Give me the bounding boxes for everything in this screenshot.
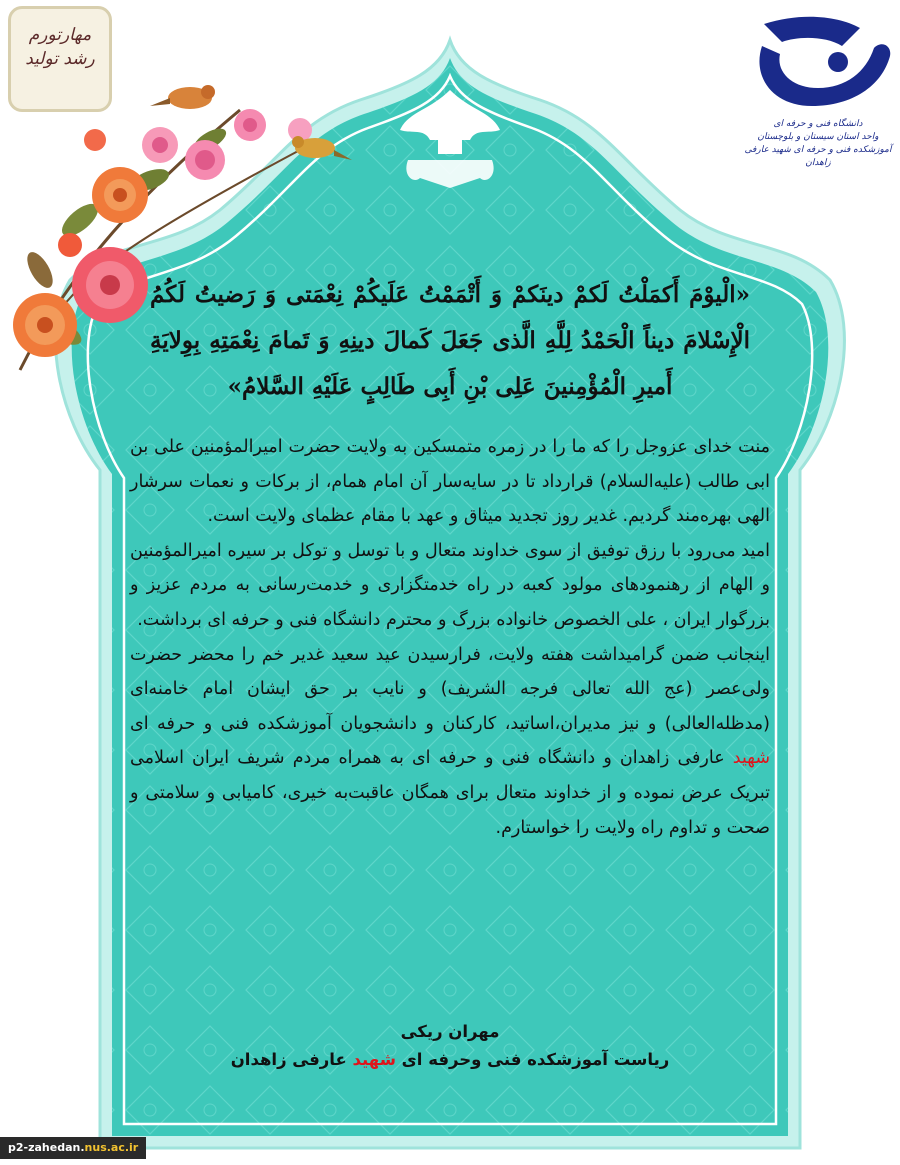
signer-title-b: عارفی زاهدان (230, 1050, 347, 1069)
logo-caption-line-2: واحد استان سیستان و بلوچستان (757, 132, 879, 142)
signer-title-a: ریاست آموزشکده فنی وحرفه ای (401, 1050, 670, 1069)
badge-line-1: مهارتورم (28, 25, 92, 45)
site-url-badge[interactable] (0, 1137, 146, 1159)
badge-line-2: رشد تولید (25, 49, 95, 69)
site-url-prefix: p2-zahedan. (8, 1141, 85, 1154)
signature-block (150, 1018, 750, 1074)
site-url-domain: nus.ac.ir (84, 1141, 139, 1154)
paragraph-2: امید می‌رود با رزق توفیق از سوی خداوند متعال و با توسل و توکل بر سیره امیرالمؤمنین و الهام از رهنمودهای مولود کعبه در راه خدمتگزاری و خدمت‌رسانی به مردم عزیز و بزرگوار ایران ، علی الخصوص خانواده بزرگ و محترم دانشگاه فنی و حرفه ای برداشت. (130, 540, 770, 630)
signer-title (150, 1046, 750, 1074)
hadith-verse: «الْیوْمَ أَکمَلْتُ لَکمْ دینَکمْ وَ أَتْمَمْتُ عَلَیکُمْ نِعْمَتی وَ رَضیتُ لَکُمُ الْإِسْلامَ دیناً الْحَمْدُ لِلَّهِ الَّذی جَعَلَ کَمالَ دینِهِ وَ تَمامَ نِعْمَتِهِ بِوِلایَةِ أَمیرِ الْمُؤْمِنینَ عَلِی بْنِ أَبِی طَالِبٍ عَلَیْهِ السَّلامُ» (150, 281, 750, 400)
paragraph-1: منت خدای عزوجل را که ما را در زمره متمسکین به ولایت حضرت امیرالمؤمنین علی بن ابی طالب (علیه‌السلام) قرارداد تا در سایه‌سار آن امام همام، از برکات و نعمات سرشار الهی بهره‌مند گردیم. غدیر روز تجدید میثاق و عهد با مقام عظمای ولایت است. (130, 437, 770, 527)
paragraph-3-highlight: شهید (732, 748, 770, 769)
campaign-badge (8, 6, 112, 112)
signer-title-highlight: شهید (352, 1050, 396, 1069)
paragraph-3-part-b: عارفی زاهدان و دانشگاه فنی و حرفه ای به همراه مردم شریف ایران اسلامی تبریک عرض نموده و از خداوند متعال برای همگان عاقبت‌به خیری، کامیابی و سلامتی و صحت و تداوم راه ولایت را خواستارم. (130, 748, 770, 838)
signer-name: مهران ریکی (400, 1022, 500, 1041)
message-body (130, 430, 770, 845)
logo-caption-line-3: آموزشکده فنی و حرفه ای شهید عارفی زاهدان (744, 145, 892, 168)
paragraph-3-part-a: اینجانب ضمن گرامیداشت هفته ولایت، فرارسیدن عید سعید غدیر خم را محضر حضرت ولی‌عصر (عج الله تعالی فرجه الشریف) و نایب بر حق ایشان امام خامنه‌ای (مدظله‌العالی) و نیز مدیران،اساتید، کارکنان و دانشجویان آموزشکده فنی و حرفه ای (130, 644, 770, 734)
logo-caption (738, 118, 898, 170)
paragraph-3 (130, 638, 770, 846)
logo-caption-line-1: دانشگاه فنی و حرفه ای (773, 119, 863, 129)
